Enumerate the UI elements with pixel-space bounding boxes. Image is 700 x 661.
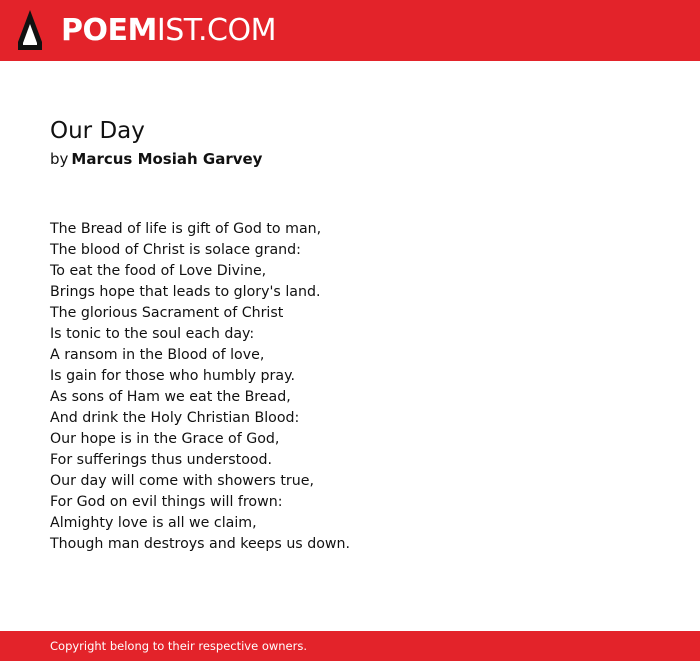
poem-line: Our day will come with showers true, [50,473,314,489]
poem-line: And drink the Holy Christian Blood: [50,410,300,426]
byline-prefix: by [50,150,69,168]
poem-line: Almighty love is all we claim, [50,515,257,531]
poem-line: Is gain for those who humbly pray. [50,368,295,384]
byline [50,149,262,169]
poem-line: A ransom in the Blood of love, [50,347,265,363]
site-logo-link[interactable] [61,12,276,50]
poem-line: The glorious Sacrament of Christ [50,305,284,321]
poem-line: Though man destroys and keeps us down. [50,536,351,552]
site-footer [0,631,700,661]
poem-line: For God on evil things will frown: [50,494,283,510]
poem-line: Our hope is in the Grace of God, [50,431,280,447]
poem-line: To eat the food of Love Divine, [50,263,267,279]
poem-body [50,219,350,555]
poem-line: The Bread of life is gift of God to man, [50,221,322,237]
poem-line: As sons of Ham we eat the Bread, [50,389,291,405]
poem-line: The blood of Christ is solace grand: [50,242,301,258]
poem-line: Brings hope that leads to glory's land. [50,284,321,300]
copyright-text: Copyright belong to their respective owners. [50,639,308,653]
logo-bold-text: POEM [61,13,157,48]
poem-line: Is tonic to the soul each day: [50,326,255,342]
logo-light-text: IST.COM [156,13,276,48]
site-header [0,0,700,61]
poem-line: For sufferings thus understood. [50,452,273,468]
pencil-tip-icon [18,10,42,50]
poem-title: Our Day [50,118,145,144]
author-name: Marcus Mosiah Garvey [71,150,263,168]
